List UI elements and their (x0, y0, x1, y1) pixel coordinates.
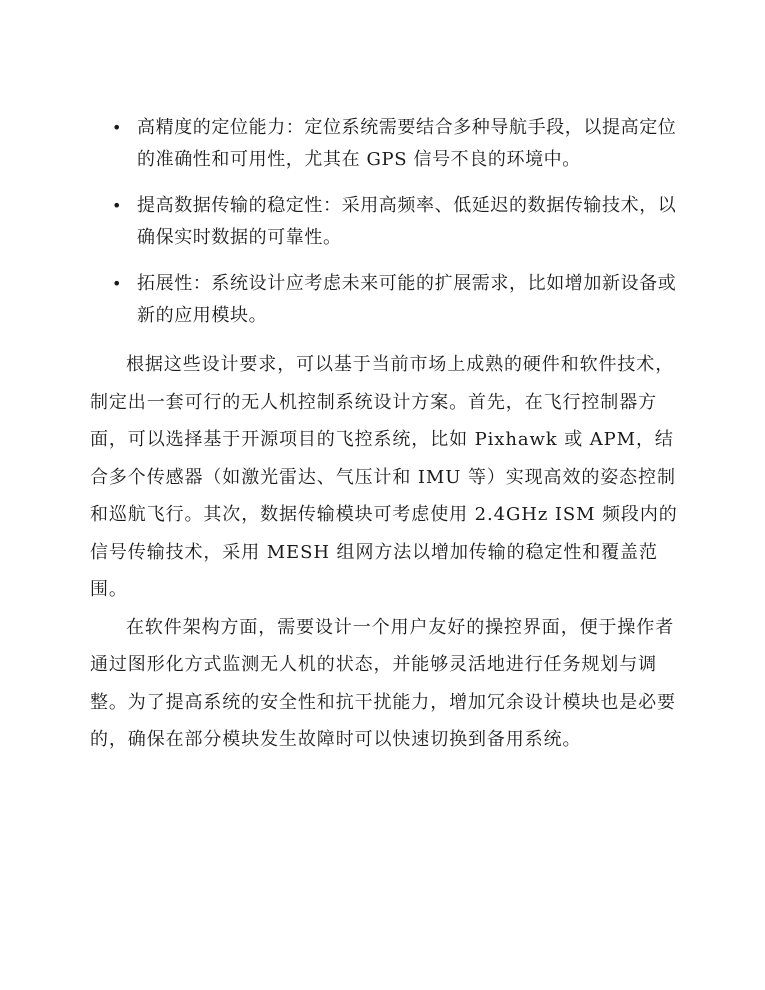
list-item-text: 拓展性：系统设计应考虑未来可能的扩展需求，比如增加新设备或新的应用模块。 (137, 273, 677, 326)
paragraph: 根据这些设计要求，可以基于当前市场上成熟的硬件和软件技术，制定出一套可行的无人机控制系统设计方案。首先，在飞行控制器方面，可以选择基于开源项目的飞控系统，比如 Pixhawk 或 APM，结合多个传感器（如激光雷达、气压计和 IMU 等）实现高效的姿态控制和巡航飞行。其次，数据传输模块可考虑使用 2.4GHz ISM 频段内的信号传输技术，采用 MESH 组网方法以增加传输的稳定性和覆盖范围。 (90, 354, 678, 600)
body-text (90, 346, 682, 759)
list-item (108, 112, 688, 176)
list-item (108, 268, 688, 332)
bullet-icon: • (112, 118, 123, 137)
list-item-text: 高精度的定位能力：定位系统需要结合多种导航手段，以提高定位的准确性和可用性，尤其在 GPS 信号不良的环境中。 (137, 117, 677, 170)
requirements-list (108, 112, 688, 346)
bullet-icon: • (112, 196, 123, 215)
paragraph: 在软件架构方面，需要设计一个用户友好的操控界面，便于操作者通过图形化方式监测无人机的状态，并能够灵活地进行任务规划与调整。为了提高系统的安全性和抗干扰能力，增加冗余设计模块也是必要的，确保在部分模块发生故障时可以快速切换到备用系统。 (90, 616, 676, 750)
list-item (108, 190, 688, 254)
bullet-icon: • (112, 274, 123, 293)
list-item-text: 提高数据传输的稳定性：采用高频率、低延迟的数据传输技术，以确保实时数据的可靠性。 (137, 195, 677, 248)
